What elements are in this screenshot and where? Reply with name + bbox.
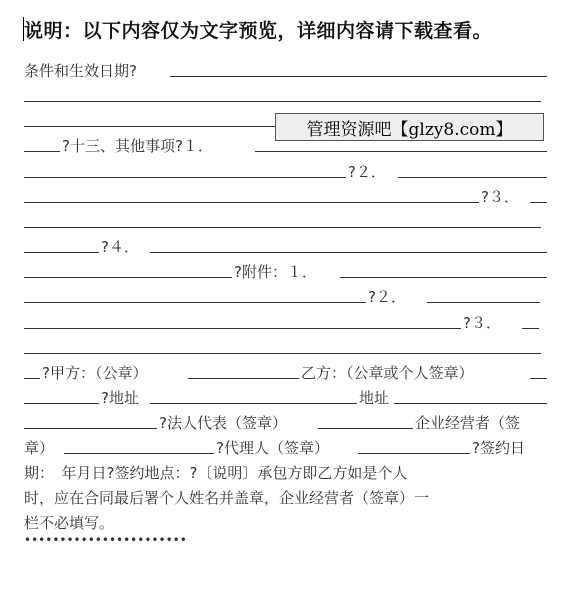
item-3: ?３． xyxy=(481,188,519,206)
site-watermark-box xyxy=(275,113,544,141)
blank-rule xyxy=(394,403,547,404)
blank-rule xyxy=(64,453,214,454)
blank-rule xyxy=(24,101,541,102)
signing-date-label: ?签约日 xyxy=(472,439,525,457)
blank-rule xyxy=(170,76,547,77)
blank-rule xyxy=(24,202,479,203)
attachments-item-1: ?附件：１． xyxy=(234,263,317,281)
blank-rule xyxy=(24,378,40,379)
seal-continuation: 章） xyxy=(24,439,55,457)
party-b-seal-label: 乙方：（公章或个人签章） xyxy=(301,364,474,382)
business-operator-label: 企业经营者（签 xyxy=(415,414,521,432)
blank-rule xyxy=(24,302,366,303)
blank-rule xyxy=(188,378,299,379)
blank-rule xyxy=(24,353,541,354)
blank-rule xyxy=(318,428,413,429)
conditions-effective-date-label: 条件和生效日期? xyxy=(24,62,137,80)
party-a-address-label: ?地址 xyxy=(101,389,139,407)
blank-rule xyxy=(24,428,157,429)
party-a-seal-label: ?甲方：（公章） xyxy=(42,364,148,382)
blank-rule xyxy=(522,328,539,329)
note-end: 栏不必填写。 xyxy=(24,514,115,532)
blank-rule xyxy=(24,277,232,278)
blank-rule xyxy=(427,302,540,303)
blank-rule xyxy=(24,252,99,253)
party-b-address-label: 地址 xyxy=(359,389,390,407)
blank-rule xyxy=(24,227,541,228)
agent-label: ?代理人（签章） xyxy=(216,439,329,457)
blank-rule xyxy=(24,328,461,329)
preview-notice: 说明：以下内容仅为文字预览，详细内容请下载查看。 xyxy=(24,20,493,42)
signing-date-place-note: 期： 年月日?签约地点：?〔说明〕承包方即乙方如是个人 xyxy=(24,464,408,482)
blank-rule xyxy=(358,453,470,454)
blank-rule xyxy=(150,403,357,404)
blank-rule xyxy=(530,202,547,203)
attachment-item-3: ?３． xyxy=(463,314,501,332)
note-continuation: 时，应在合同最后署个人姓名并盖章，企业经营者（签章）一 xyxy=(24,489,430,507)
item-2: ?２． xyxy=(348,163,386,181)
blank-rule xyxy=(530,378,547,379)
legal-representative-label: ?法人代表（签章） xyxy=(159,414,287,432)
dotted-separator: ••••••••••••••••••••••• xyxy=(24,533,187,547)
attachment-item-2: ?２． xyxy=(368,288,406,306)
blank-rule xyxy=(340,277,547,278)
blank-rule xyxy=(150,252,547,253)
item-4: ?４． xyxy=(101,238,139,256)
site-watermark-text: 管理资源吧【glzy8.com】 xyxy=(306,119,513,140)
blank-rule xyxy=(24,151,60,152)
blank-rule xyxy=(255,151,547,152)
item-13-other-matters: ?十三、其他事项?１． xyxy=(62,137,213,155)
blank-rule xyxy=(398,177,547,178)
blank-rule xyxy=(24,177,346,178)
blank-rule xyxy=(24,403,99,404)
blank-rule xyxy=(24,126,279,127)
